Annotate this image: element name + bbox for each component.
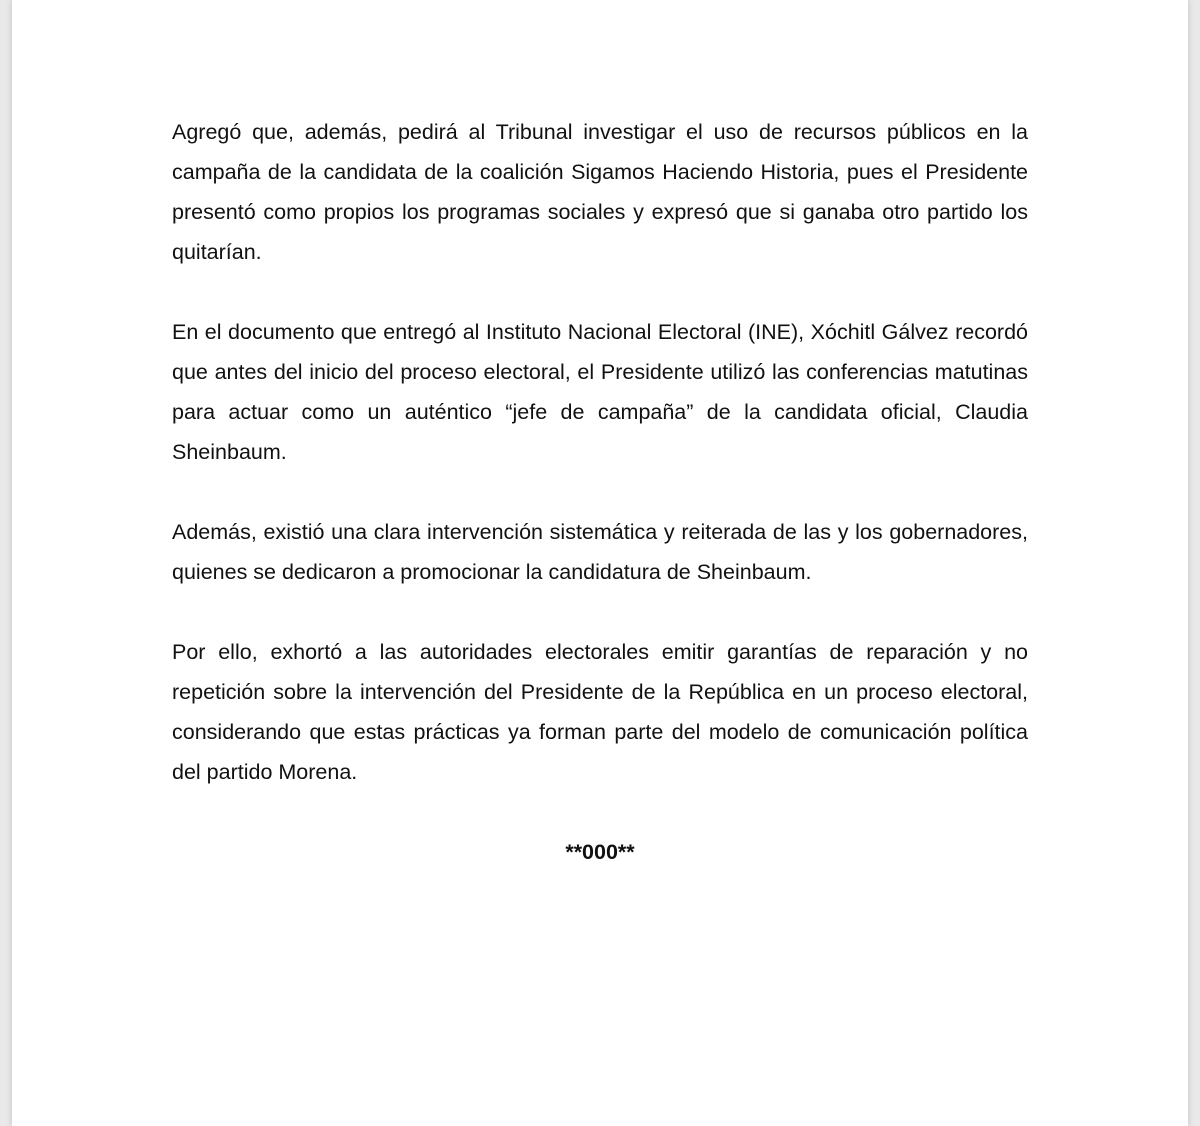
paragraph-1: Agregó que, además, pedirá al Tribunal investigar el uso de recursos públicos en la campaña de la candidata de la coalición Sigamos Haciendo Historia, pues el Presidente presentó como propios los programas sociales y expresó que si ganaba otro partido los quitarían. xyxy=(172,120,1028,264)
document-body xyxy=(172,112,1028,872)
paragraph-3: Además, existió una clara intervención sistemática y reiterada de las y los gobernadores, quienes se dedicaron a promocionar la candidatura de Sheinbaum. xyxy=(172,520,1028,584)
closing-mark: **000** xyxy=(565,840,635,864)
document-page xyxy=(12,0,1188,1126)
paragraph-2: En el documento que entregó al Instituto Nacional Electoral (INE), Xóchitl Gálvez recordó que antes del inicio del proceso electoral, el Presidente utilizó las conferencias matutinas para actuar como un auténtico “jefe de campaña” de la candidata oficial, Claudia Sheinbaum. xyxy=(172,320,1028,464)
paragraph-4: Por ello, exhortó a las autoridades electorales emitir garantías de reparación y no repetición sobre la intervención del Presidente de la República en un proceso electoral, considerando que estas prácticas ya forman parte del modelo de comunicación política del partido Morena. xyxy=(172,640,1028,784)
